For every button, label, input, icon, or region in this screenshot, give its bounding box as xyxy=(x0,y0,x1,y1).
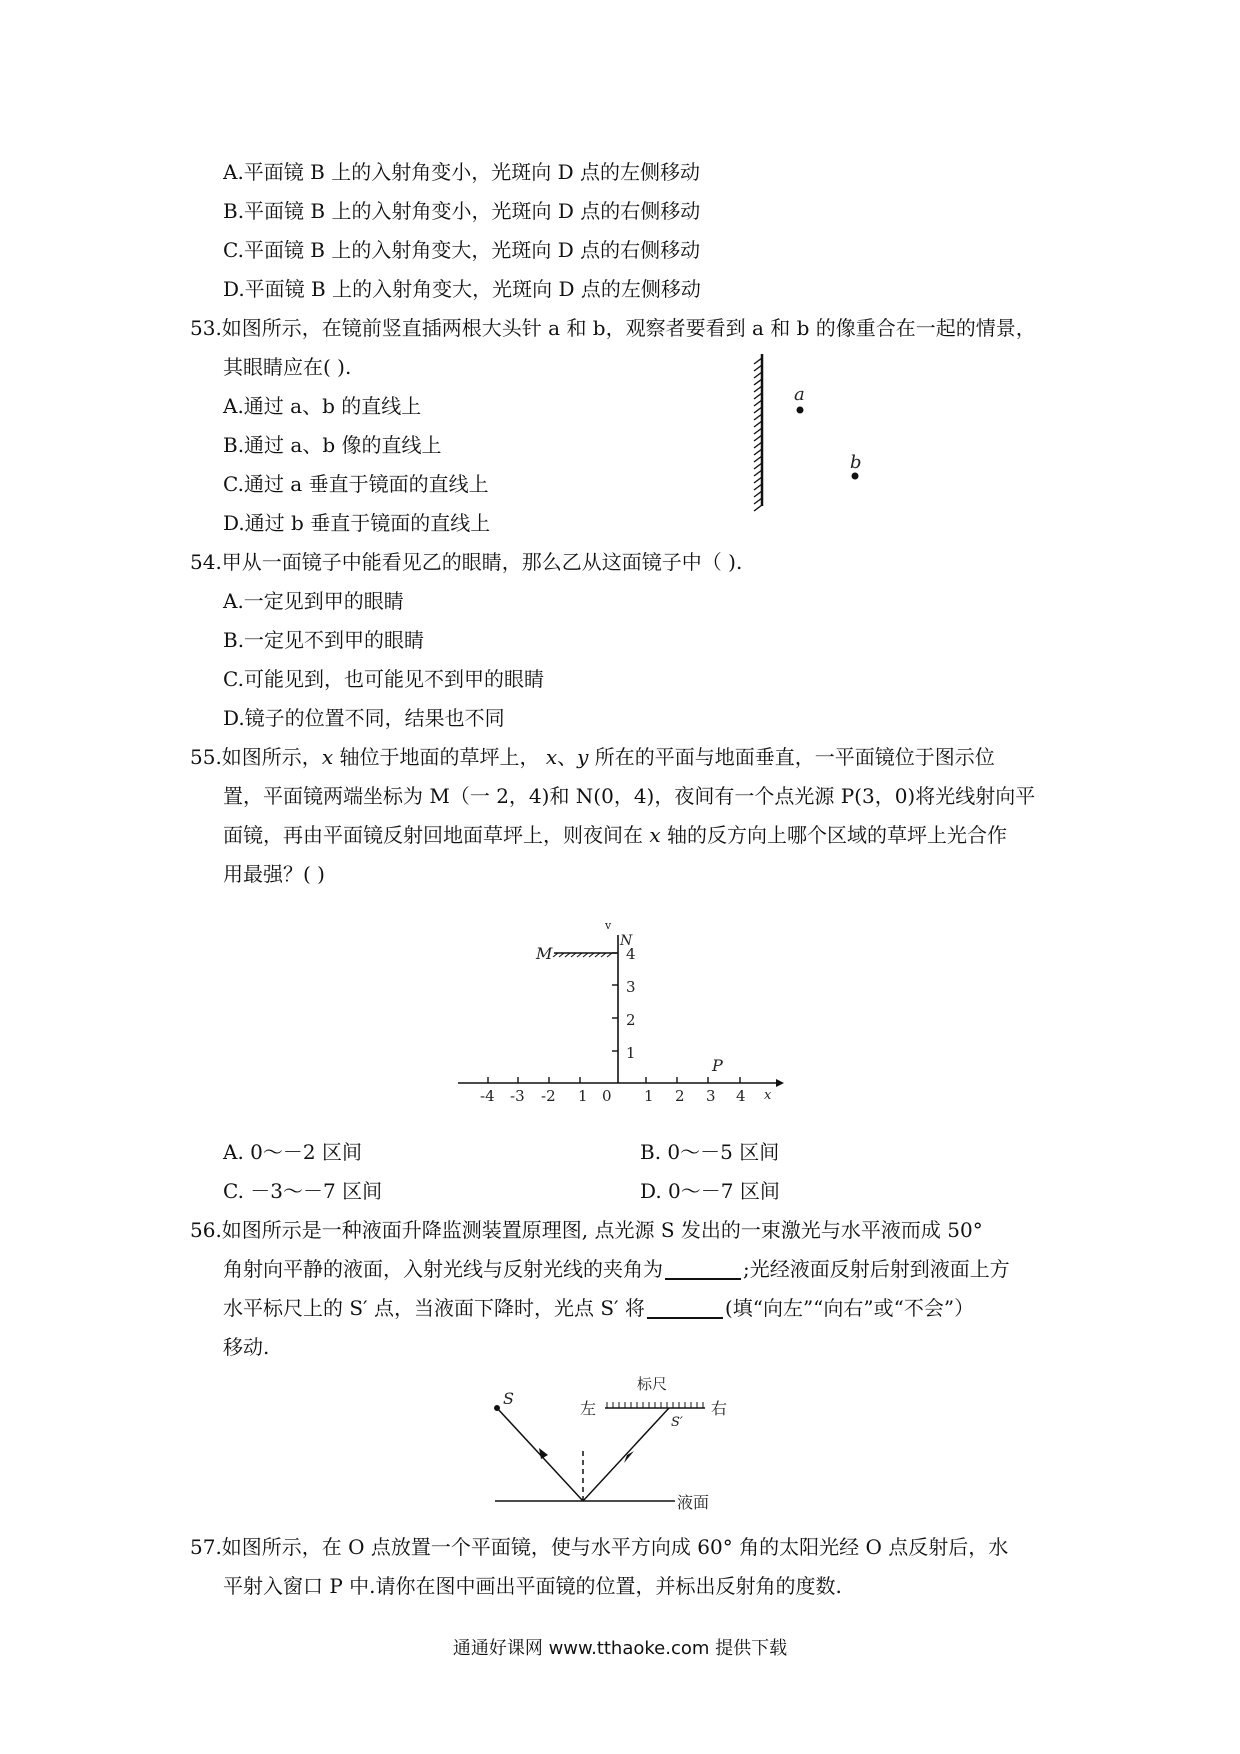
y-tick-label: 2 xyxy=(626,1011,636,1029)
ruler-left-label: 左 xyxy=(580,1399,597,1418)
q52-option-b: B.平面镜 B 上的入射角变小，光斑向 D 点的右侧移动 xyxy=(223,199,701,223)
spot-s-prime-label: S′ xyxy=(671,1415,683,1430)
q53-stem-line1: 53.如图所示，在镜前竖直插两根大头针 a 和 b，观察者要看到 a 和 b 的像重合在一起的情景， xyxy=(190,316,1036,340)
y-tick-label: 4 xyxy=(626,945,636,963)
q53-option-a: A.通过 a、b 的直线上 xyxy=(223,394,422,418)
q53-mirror-figure xyxy=(740,350,890,510)
q54-option-b: B.一定见不到甲的眼睛 xyxy=(223,628,425,652)
reflected-ray-arrow xyxy=(624,1451,634,1463)
pin-b-dot xyxy=(852,473,859,480)
ruler-ticks xyxy=(607,1402,703,1408)
q55-stem-line3: 面镜，再由平面镜反射回地面草坪上，则夜间在 x 轴的反方向上哪个区域的草坪上光合作 xyxy=(223,823,1007,847)
point-m-label: M xyxy=(536,944,553,963)
incident-ray xyxy=(497,1408,583,1501)
ruler-label: 标尺 xyxy=(637,1375,668,1393)
q57-stem-line1: 57.如图所示，在 O 点放置一个平面镜，使与水平方向成 60° 角的太阳光经 O 点反射后，水 xyxy=(190,1535,1009,1559)
x-tick-label: 1 xyxy=(644,1087,654,1105)
x-axis-label: x xyxy=(764,1088,772,1103)
q54-option-d: D.镜子的位置不同，结果也不同 xyxy=(223,706,505,730)
point-n-label: N xyxy=(620,933,633,949)
x-axis-arrow xyxy=(776,1079,784,1087)
answer-blank-angle[interactable] xyxy=(665,1258,741,1280)
q54-stem: 54.甲从一面镜子中能看见乙的眼睛，那么乙从这面镜子中（ ). xyxy=(190,550,743,574)
point-p-label: P xyxy=(712,1056,723,1075)
q55-option-b: B. 0～－5 区间 xyxy=(640,1140,780,1164)
q55-coordinate-figure xyxy=(450,915,790,1105)
q52-option-c: C.平面镜 B 上的入射角变大，光斑向 D 点的右侧移动 xyxy=(223,238,701,262)
y-axis-label: v xyxy=(605,919,612,932)
q54-option-c: C.可能见到，也可能见不到甲的眼睛 xyxy=(223,667,544,691)
q57-stem-line2: 平射入窗口 P 中.请你在图中画出平面镜的位置，并标出反射角的度数. xyxy=(223,1574,842,1598)
ruler-right-label: 右 xyxy=(711,1399,728,1418)
x-tick-label: 3 xyxy=(706,1087,716,1105)
q55-stem-line2: 置，平面镜两端坐标为 M（一 2，4)和 N(0，4)，夜间有一个点光源 P(3，0)将光线射向平 xyxy=(223,784,1036,808)
q54-option-a: A.一定见到甲的眼睛 xyxy=(223,589,404,613)
incident-ray-arrow xyxy=(539,1448,548,1459)
q56-liquid-level-figure xyxy=(485,1368,745,1528)
x-tick-label: 4 xyxy=(736,1087,746,1105)
q56-stem-line1: 56.如图所示是一种液面升降监测装置原理图, 点光源 S 发出的一束激光与水平液而成 50° xyxy=(190,1218,983,1242)
x-tick-label: 2 xyxy=(675,1087,685,1105)
q56-stem-line2: 角射向平静的液面，入射光线与反射光线的夹角为 ;光经液面反射后射到液面上方 xyxy=(223,1257,1010,1281)
liquid-surface-label: 液面 xyxy=(677,1493,710,1512)
q53-option-c: C.通过 a 垂直于镜面的直线上 xyxy=(223,472,489,496)
q56-stem-line3: 水平标尺上的 S′ 点，当液面下降时，光点 S′ 将 (填“向左”“向右”或“不会”） xyxy=(223,1296,975,1320)
x-tick-label: -2 xyxy=(541,1087,556,1105)
x-axis-ticks xyxy=(488,1077,740,1083)
pin-a-dot xyxy=(797,407,804,414)
q55-option-a: A. 0～－2 区间 xyxy=(223,1140,362,1164)
q53-option-d: D.通过 b 垂直于镜面的直线上 xyxy=(223,511,491,535)
reflected-ray xyxy=(583,1408,669,1501)
x-tick-label: 0 xyxy=(602,1087,612,1105)
pin-b-label: b xyxy=(850,452,862,473)
answer-blank-direction[interactable] xyxy=(647,1297,723,1319)
q52-option-d: D.平面镜 B 上的入射角变大，光斑向 D 点的左侧移动 xyxy=(223,277,701,301)
y-tick-label: 1 xyxy=(626,1044,636,1062)
q56-stem-line4: 移动. xyxy=(223,1335,270,1359)
page-footer: 通通好课网 www.tthaoke.com 提供下载 xyxy=(452,1638,788,1659)
q52-option-a: A.平面镜 B 上的入射角变小，光斑向 D 点的左侧移动 xyxy=(223,160,700,184)
q53-option-b: B.通过 a、b 像的直线上 xyxy=(223,433,442,457)
q55-stem-line4: 用最强？( ) xyxy=(223,862,325,886)
x-tick-label: 1 xyxy=(578,1087,588,1105)
source-s-label: S xyxy=(503,1389,514,1408)
q55-stem-line1: 55.如图所示，x 轴位于地面的草坪上， x、y 所在的平面与地面垂直，一平面镜位于图示位 xyxy=(190,745,995,769)
x-tick-label: -4 xyxy=(480,1087,495,1105)
q55-option-d: D. 0～－7 区间 xyxy=(640,1179,780,1203)
pin-a-label: a xyxy=(794,384,805,405)
y-tick-label: 3 xyxy=(626,978,636,996)
y-axis-ticks xyxy=(612,953,618,1051)
q53-stem-line2: 其眼睛应在( ). xyxy=(223,355,352,379)
q55-option-c: C. －3～－7 区间 xyxy=(223,1179,383,1203)
x-tick-label: -3 xyxy=(510,1087,525,1105)
